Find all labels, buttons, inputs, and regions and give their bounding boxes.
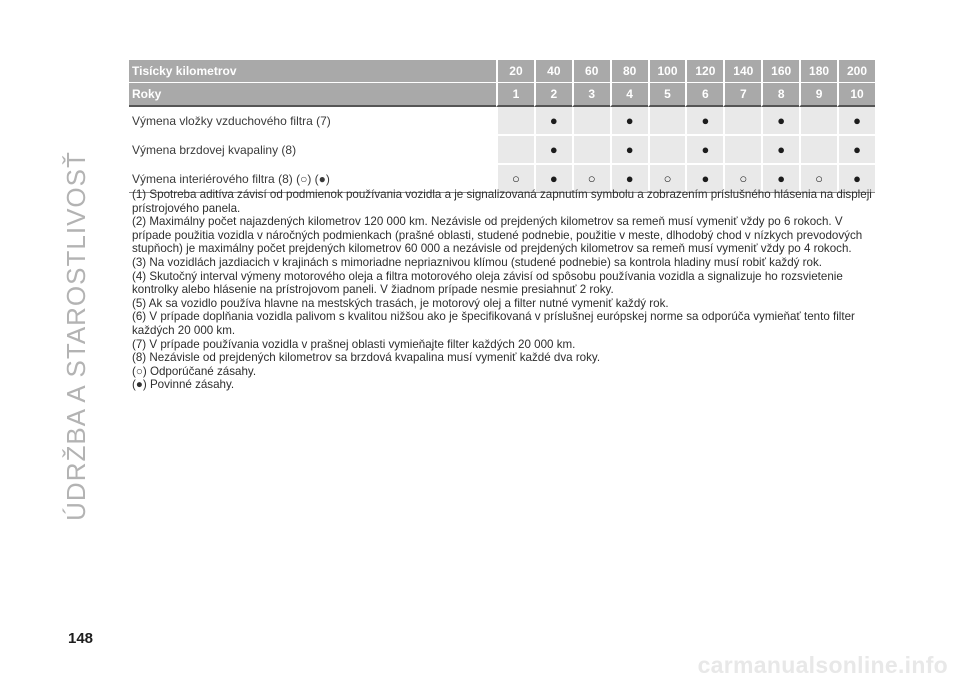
schedule-mark xyxy=(723,107,761,136)
schedule-mark xyxy=(648,107,686,136)
years-header-cell: 7 xyxy=(723,82,761,107)
chapter-side-title: ÚDRŽBA A STAROSTLIVOSŤ xyxy=(61,151,91,521)
schedule-mark: ● xyxy=(534,165,572,193)
years-header-label: Roky xyxy=(129,82,496,107)
km-header-cell: 160 xyxy=(761,60,799,82)
schedule-mark: ● xyxy=(534,107,572,136)
years-header-cell: 9 xyxy=(799,82,837,107)
row-label: Výmena vložky vzduchového filtra (7) xyxy=(129,107,496,136)
schedule-mark xyxy=(496,107,534,136)
schedule-mark: ● xyxy=(837,107,875,136)
km-header-label: Tisícky kilometrov xyxy=(129,60,496,82)
schedule-mark: ● xyxy=(534,136,572,165)
table-row-air-filter xyxy=(129,107,875,136)
schedule-mark: ○ xyxy=(496,165,534,193)
footnote: (1) Spotreba aditíva závisí od podmienok používania vozidla a je signalizovaná zapnutím symbolu a zobrazením príslušného hlásenia na displeji prístrojového panela. xyxy=(132,188,872,215)
schedule-mark xyxy=(723,136,761,165)
km-header-cell: 20 xyxy=(496,60,534,82)
row-label: Výmena brzdovej kvapaliny (8) xyxy=(129,136,496,165)
maintenance-schedule-table xyxy=(129,60,875,193)
km-header-row xyxy=(129,60,875,82)
schedule-mark: ● xyxy=(761,165,799,193)
schedule-mark: ● xyxy=(761,107,799,136)
footnote: (7) V prípade používania vozidla v prašnej oblasti vymieňajte filter každých 20 000 km. xyxy=(132,337,576,351)
schedule-mark: ● xyxy=(685,107,723,136)
years-header-cell: 10 xyxy=(837,82,875,107)
years-header-cell: 6 xyxy=(685,82,723,107)
schedule-mark xyxy=(572,136,610,165)
footnote: (4) Skutočný interval výmeny motorového oleja a filtra motorového oleja závisí od spôsobu používania vozidla a signalizuje ho rozsvietenie kontrolky alebo hlásenie na prístrojovom paneli. V žiadnom prípade nesmie presiahnuť 2 roky. xyxy=(132,269,843,297)
schedule-mark xyxy=(799,136,837,165)
schedule-mark: ● xyxy=(761,136,799,165)
years-header-cell: 5 xyxy=(648,82,686,107)
page-number: 148 xyxy=(68,630,94,647)
schedule-mark: ○ xyxy=(723,165,761,193)
schedule-mark: ● xyxy=(685,136,723,165)
row-label: Výmena interiérového filtra (8) (○) (●) xyxy=(129,165,496,193)
schedule-mark xyxy=(648,136,686,165)
footnote: (3) Na vozidlách jazdiacich v krajinách s mimoriadne nepriaznivou klímou (studené podnebie) sa kontrola hladiny musí robiť každý rok. xyxy=(132,255,822,269)
footnote: (8) Nezávisle od prejdených kilometrov sa brzdová kvapalina musí vymeniť každé dva roky. xyxy=(132,351,601,365)
footnotes xyxy=(132,188,877,392)
schedule-mark: ○ xyxy=(572,165,610,193)
schedule-mark: ● xyxy=(610,107,648,136)
footnote: (2) Maximálny počet najazdených kilometrov 120 000 km. Nezávisle od prejdených kilometrov sa remeň musí vymeniť vždy po 6 rokoch. V prípade použitia vozidla v náročných podmienkach (prašné oblasti, studené podnebie, použitie v meste, dlhodobý chod v nízkych prevodových stupňoch) je maximálny počet prejdených kilometrov 60 000 a nezávisle od prejdených kilometrov sa remeň musí vymeniť vždy po 4 rokoch. xyxy=(132,215,863,256)
years-header-cell: 8 xyxy=(761,82,799,107)
schedule-mark: ● xyxy=(685,165,723,193)
km-header-cell: 80 xyxy=(610,60,648,82)
schedule-mark: ● xyxy=(610,136,648,165)
years-header-cell: 1 xyxy=(496,82,534,107)
km-header-cell: 100 xyxy=(648,60,686,82)
years-header-cell: 3 xyxy=(572,82,610,107)
years-header-cell: 4 xyxy=(610,82,648,107)
schedule-mark: ● xyxy=(837,136,875,165)
schedule-mark xyxy=(496,136,534,165)
schedule-mark xyxy=(799,107,837,136)
schedule-mark: ○ xyxy=(799,165,837,193)
years-header-row xyxy=(129,82,875,107)
km-header-cell: 40 xyxy=(534,60,572,82)
schedule-mark: ● xyxy=(610,165,648,193)
km-header-cell: 120 xyxy=(685,60,723,82)
schedule-mark: ● xyxy=(837,165,875,193)
km-header-cell: 200 xyxy=(837,60,875,82)
table-row-brake-fluid xyxy=(129,136,875,165)
km-header-cell: 60 xyxy=(572,60,610,82)
watermark: carmanualsonline.info xyxy=(697,652,948,678)
footnote: (6) V prípade doplňania vozidla palivom s kvalitou nižšou ako je špecifikovaná v príslušnej európskej norme sa odporúča vymieňať tento filter každých 20 000 km. xyxy=(132,310,855,337)
years-header-cell: 2 xyxy=(534,82,572,107)
km-header-cell: 140 xyxy=(723,60,761,82)
footnote: (○) Odporúčané zásahy. xyxy=(132,364,257,378)
km-header-cell: 180 xyxy=(799,60,837,82)
footnote: (●) Povinné zásahy. xyxy=(132,378,235,392)
footnote: (5) Ak sa vozidlo používa hlavne na mestských trasách, je motorový olej a filter nutné vymeniť každý rok. xyxy=(132,296,669,310)
schedule-mark: ○ xyxy=(648,165,686,193)
schedule-mark xyxy=(572,107,610,136)
